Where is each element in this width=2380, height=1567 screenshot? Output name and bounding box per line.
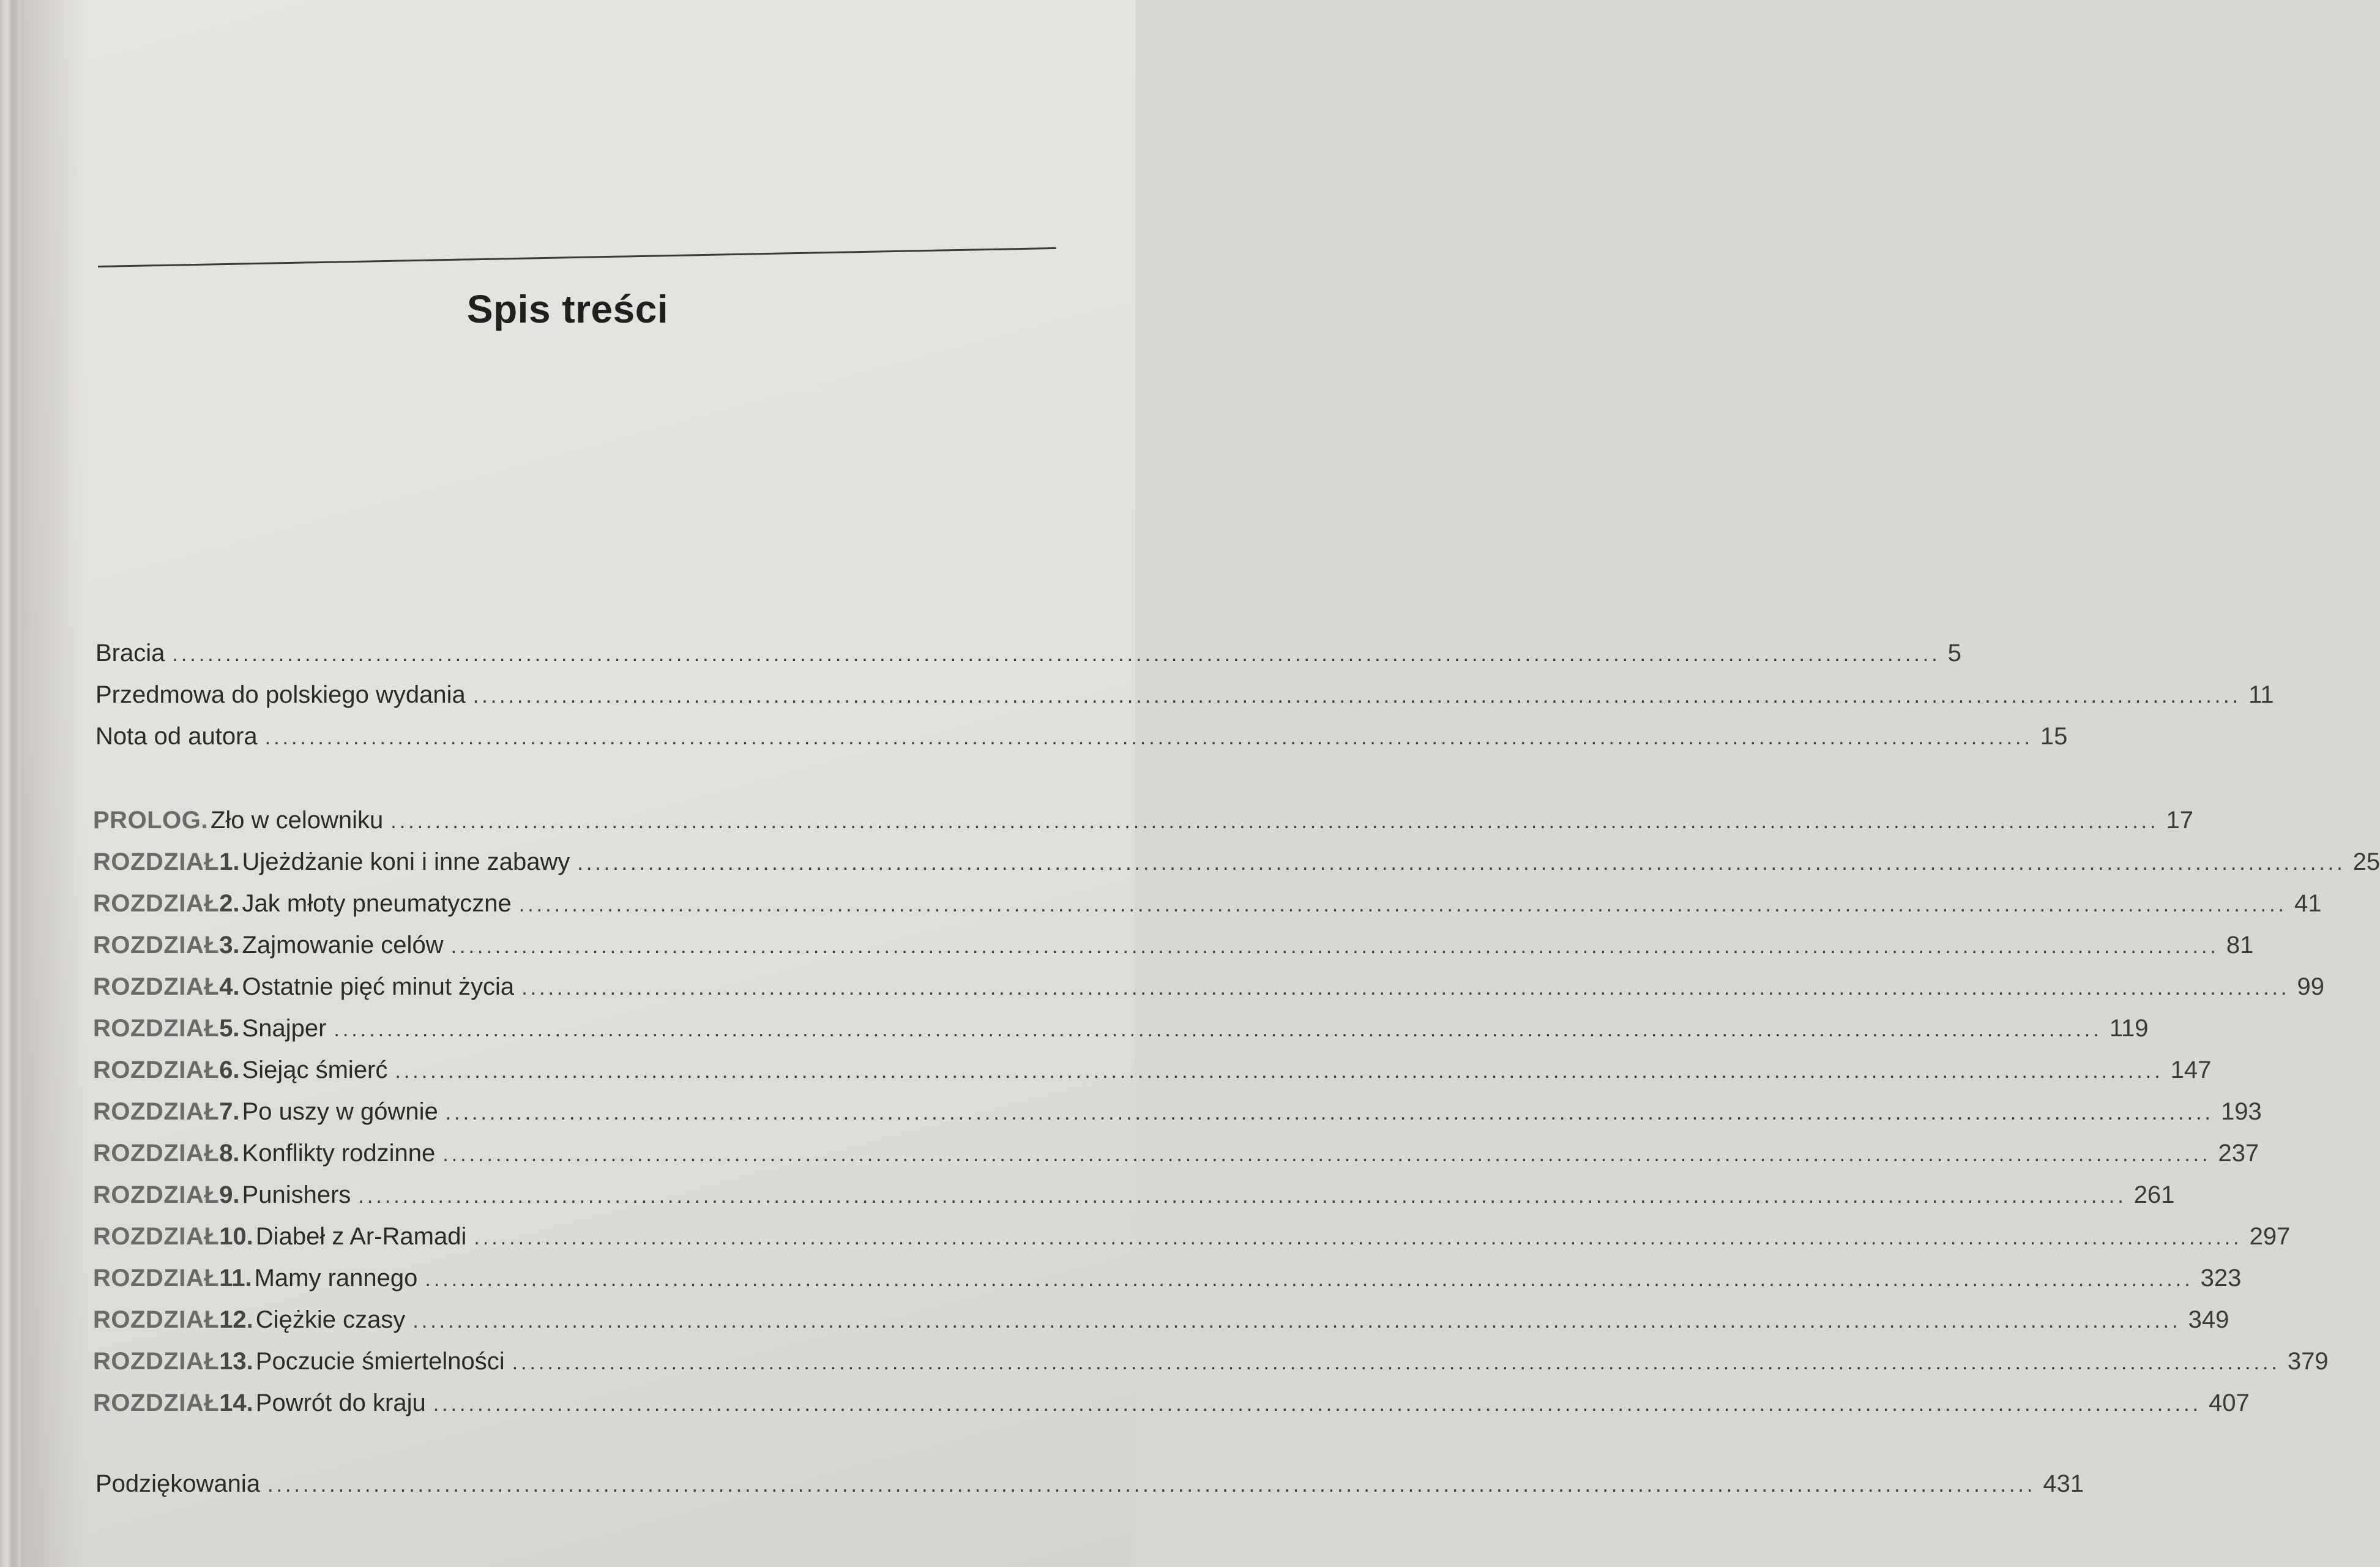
toc-entry-chapter — [93, 1265, 2242, 1301]
toc-entry-przedmowa — [93, 681, 2274, 718]
chapter-title: Ciężkie czasy — [255, 1306, 406, 1333]
chapter-number: 7. — [219, 1098, 240, 1125]
chapter-prefix: ROZDZIAŁ — [93, 973, 220, 1000]
chapter-prefix: ROZDZIAŁ — [93, 848, 220, 875]
chapter-title: Poczucie śmiertelności — [255, 1348, 505, 1375]
toc-entry-chapter — [93, 1348, 2329, 1385]
leader-dots: ........................................................................................................................................................................................................ — [521, 976, 2290, 1000]
chapter-number: 6. — [219, 1057, 240, 1083]
chapter-number: 3. — [219, 932, 240, 959]
toc-entry-chapter — [93, 1015, 2149, 1052]
chapter-prefix: ROZDZIAŁ — [93, 1306, 220, 1333]
chapter-prefix: ROZDZIAŁ — [93, 1140, 220, 1167]
toc-entry-prefix: PROLOG. — [93, 807, 208, 834]
chapter-page: 379 — [2287, 1348, 2329, 1375]
leader-dots: ........................................................................................................................................................................................................ — [395, 1060, 2163, 1083]
chapter-title: Mamy rannego — [254, 1265, 418, 1292]
chapter-number: 14. — [219, 1389, 253, 1416]
chapter-prefix: ROZDZIAŁ — [93, 1015, 220, 1042]
leader-dots: ........................................................................................................................................................................................................ — [172, 643, 1941, 666]
chapter-page: 99 — [2297, 973, 2324, 1000]
toc-entry-chapter — [93, 1140, 2259, 1176]
toc-entry-page: 15 — [2040, 723, 2068, 750]
chapter-number: 1. — [219, 848, 240, 875]
toc-entry-chapter — [93, 1057, 2212, 1093]
chapter-number: 5. — [219, 1015, 240, 1042]
chapter-prefix: ROZDZIAŁ — [93, 1181, 220, 1208]
chapter-prefix: ROZDZIAŁ — [93, 1057, 220, 1083]
leader-dots: ........................................................................................................................................................................................................ — [442, 1143, 2211, 1166]
chapter-title: Zajmowanie celów — [242, 932, 444, 959]
toc-entry-nota — [93, 723, 2068, 760]
chapter-number: 10. — [219, 1223, 253, 1250]
chapter-prefix: ROZDZIAŁ — [93, 1389, 220, 1416]
chapter-number: 8. — [219, 1140, 240, 1167]
chapter-page: 81 — [2226, 932, 2254, 959]
leader-dots: ........................................................................................................................................................................................................ — [518, 893, 2288, 916]
leader-dots: ........................................................................................................................................................................................................ — [450, 935, 2219, 958]
leader-dots: ........................................................................................................................................................................................................ — [433, 1393, 2201, 1416]
chapter-prefix: ROZDZIAŁ — [93, 1265, 220, 1292]
toc-entry-chapter — [93, 848, 2380, 885]
chapter-page: 119 — [2109, 1015, 2149, 1042]
chapter-title: Ujeżdżanie koni i inne zabawy — [242, 848, 570, 875]
toc-entry-page: 5 — [1947, 640, 1961, 667]
leader-dots: ........................................................................................................................................................................................................ — [267, 1473, 2036, 1497]
toc-entry-podziekowania — [93, 1470, 2084, 1507]
leader-dots: ........................................................................................................................................................................................................ — [358, 1184, 2127, 1208]
chapter-number: 12. — [219, 1306, 253, 1333]
gutter-shadow — [21, 0, 88, 1567]
toc-entry-chapter — [93, 973, 2324, 1010]
leader-dots: ........................................................................................................................................................................................................ — [577, 851, 2346, 875]
toc-entry-label: Nota od autora — [95, 723, 258, 750]
chapter-page: 25 — [2352, 848, 2380, 875]
leader-dots: ........................................................................................................................................................................................................ — [474, 1226, 2242, 1249]
toc-entry-page: 17 — [2166, 807, 2194, 834]
chapter-title: Jak młoty pneumatyczne — [242, 890, 512, 917]
toc-entry-label: Bracia — [95, 640, 165, 667]
chapter-title: Ostatnie pięć minut życia — [242, 973, 515, 1000]
leader-dots: ........................................................................................................................................................................................................ — [425, 1268, 2193, 1291]
leader-dots: ........................................................................................................................................................................................................ — [445, 1101, 2214, 1124]
toc-entry-chapter — [93, 1223, 2291, 1260]
toc-entry-bracia — [93, 640, 1961, 676]
chapter-prefix: ROZDZIAŁ — [93, 890, 220, 917]
chapter-title: Po uszy w gównie — [242, 1098, 438, 1125]
chapter-number: 2. — [219, 890, 240, 917]
leader-dots: ........................................................................................................................................................................................................ — [472, 684, 2242, 708]
toc-entry-page: 11 — [2248, 681, 2274, 708]
chapter-page: 297 — [2249, 1223, 2291, 1250]
toc-entry-label: Zło w celowniku — [210, 807, 384, 834]
chapter-page: 193 — [2220, 1098, 2262, 1125]
chapter-prefix: ROZDZIAŁ — [93, 1348, 220, 1375]
page-title: Spis treści — [466, 287, 669, 331]
toc-entry-chapter — [93, 890, 2322, 927]
chapter-page: 349 — [2188, 1306, 2229, 1333]
toc-entry-chapter — [93, 1389, 2250, 1426]
toc-entry-prolog — [93, 807, 2194, 843]
chapter-title: Punishers — [242, 1181, 351, 1208]
leader-dots: ........................................................................................................................................................................................................ — [512, 1351, 2280, 1374]
toc-entry-chapter — [93, 1098, 2262, 1135]
toc-entry-chapter — [93, 1306, 2229, 1343]
chapter-number: 13. — [219, 1348, 253, 1375]
toc-entry-label: Przedmowa do polskiego wydania — [95, 681, 466, 708]
chapter-page: 323 — [2200, 1265, 2242, 1292]
toc-entry-page: 431 — [2043, 1470, 2084, 1497]
chapter-page: 147 — [2170, 1057, 2212, 1083]
toc-entry-chapter — [93, 1181, 2175, 1218]
chapter-title: Powrót do kraju — [255, 1389, 426, 1416]
chapter-page: 41 — [2294, 890, 2322, 917]
chapter-prefix: ROZDZIAŁ — [93, 1098, 220, 1125]
leader-dots: ........................................................................................................................................................................................................ — [264, 726, 2033, 749]
chapter-title: Diabeł z Ar-Ramadi — [255, 1223, 467, 1250]
chapter-title: Siejąc śmierć — [242, 1057, 388, 1083]
chapter-page: 407 — [2208, 1389, 2250, 1416]
leader-dots: ........................................................................................................................................................................................................ — [412, 1309, 2181, 1333]
leader-dots: ........................................................................................................................................................................................................ — [390, 810, 2159, 833]
chapter-number: 9. — [219, 1181, 240, 1208]
chapter-title: Konflikty rodzinne — [242, 1140, 436, 1167]
chapter-prefix: ROZDZIAŁ — [93, 932, 220, 959]
chapter-number: 4. — [219, 973, 240, 1000]
chapter-title: Snajper — [242, 1015, 327, 1042]
chapter-number: 11. — [219, 1265, 252, 1292]
book-spine — [0, 0, 21, 1567]
toc-entry-chapter — [93, 932, 2254, 968]
leader-dots: ........................................................................................................................................................................................................ — [334, 1018, 2102, 1041]
chapter-page: 237 — [2218, 1140, 2259, 1167]
chapter-page: 261 — [2133, 1181, 2175, 1208]
toc-entry-label: Podziękowania — [95, 1470, 261, 1497]
chapter-prefix: ROZDZIAŁ — [93, 1223, 220, 1250]
